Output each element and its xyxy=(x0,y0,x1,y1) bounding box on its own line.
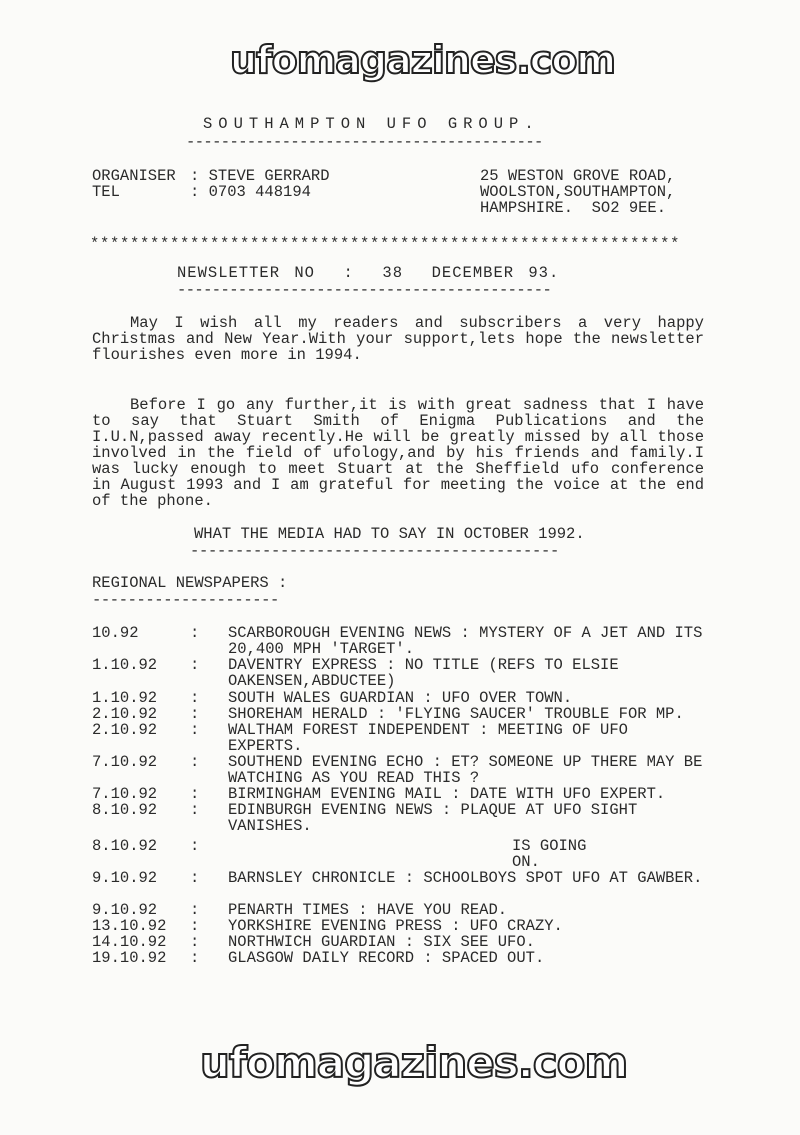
tel-label: TEL xyxy=(92,183,120,201)
entry-date: 7.10.92 xyxy=(92,785,158,803)
organiser-value: : STEVE GERRARD xyxy=(190,167,330,185)
entry-date: 13.10.92 xyxy=(92,917,167,935)
entry-date: 2.10.92 xyxy=(92,705,158,723)
entry-separator: : xyxy=(190,917,200,935)
entry-date: 8.10.92 xyxy=(92,801,158,819)
entry-date: 7.10.92 xyxy=(92,753,158,771)
entry-separator: : xyxy=(190,656,200,674)
entry-date: 19.10.92 xyxy=(92,949,167,967)
entry-separator: : xyxy=(190,689,200,707)
tel-value: : 0703 448194 xyxy=(190,183,311,201)
title-rule: ----------------------------------------- xyxy=(186,133,543,151)
entry-text: WALTHAM FOREST INDEPENDENT : MEETING OF UFO EXPERTS. xyxy=(228,721,628,755)
entry-separator: : xyxy=(190,753,200,771)
entry-text: BARNSLEY CHRONICLE : SCHOOLBOYS SPOT UFO AT GAWBER. xyxy=(228,869,703,887)
greeting-paragraph: May I wish all my readers and subscribers a very happy Christmas and New Year.With your support,lets hope the newsletter flourishes even more in 1994. xyxy=(92,314,704,364)
entry-separator: : xyxy=(190,949,200,967)
entry-separator: : xyxy=(190,785,200,803)
entry-date: 2.10.92 xyxy=(92,721,158,739)
entry-text: BIRMINGHAM EVENING MAIL : DATE WITH UFO EXPERT. xyxy=(228,785,666,803)
entry-separator: : xyxy=(190,801,200,819)
entry-date: 9.10.92 xyxy=(92,901,158,919)
entry-date: 9.10.92 xyxy=(92,869,158,887)
entry-text: GLASGOW DAILY RECORD : SPACED OUT. xyxy=(228,949,545,967)
entry-date: 14.10.92 xyxy=(92,933,167,951)
regional-heading: REGIONAL NEWSPAPERS : xyxy=(92,574,288,592)
star-rule: *********************************************************** xyxy=(90,235,681,253)
entry-text: NORTHWICH GUARDIAN : SIX SEE UFO. xyxy=(228,933,535,951)
group-title: SOUTHAMPTON UFO GROUP. xyxy=(203,115,540,133)
address-line-2: WOOLSTON,SOUTHAMPTON, xyxy=(480,183,676,201)
media-heading: WHAT THE MEDIA HAD TO SAY IN OCTOBER 1992. xyxy=(194,525,585,543)
address-line-3: HAMPSHIRE. SO2 9EE. xyxy=(480,199,667,217)
entry-separator: : xyxy=(190,933,200,951)
newsletter-rule: ------------------------------------------- xyxy=(177,281,552,299)
entry-separator: : xyxy=(190,869,200,887)
entry-separator: : xyxy=(190,624,200,642)
entry-text: PENARTH TIMES : HAVE YOU READ. xyxy=(228,901,508,919)
entry-date: 8.10.92 xyxy=(92,837,158,855)
entry-separator: : xyxy=(190,901,200,919)
entry-separator: : xyxy=(190,705,200,723)
watermark: ufomagazines.com xyxy=(230,38,616,82)
entry-text: YORKSHIRE EVENING PRESS : UFO CRAZY. xyxy=(228,917,563,935)
watermark-footer: ufomagazines.com xyxy=(200,1038,628,1087)
entry-separator: : xyxy=(190,721,200,739)
entry-date: 10.92 xyxy=(92,624,139,642)
entry-date: 1.10.92 xyxy=(92,689,158,707)
entry-separator: : xyxy=(190,837,200,855)
entry-text: SOUTHEND EVENING ECHO : ET? SOMEONE UP THERE MAY BE WATCHING AS YOU READ THIS ? xyxy=(228,753,703,787)
address-line-1: 25 WESTON GROVE ROAD, xyxy=(480,167,676,185)
entry-text: EDINBURGH EVENING NEWS : PLAQUE AT UFO SIGHT VANISHES. xyxy=(228,801,638,835)
entry-text: IS GOING ON. xyxy=(512,837,587,871)
media-rule: ----------------------------------------- xyxy=(190,542,560,560)
entry-text: DAVENTRY EXPRESS : NO TITLE (REFS TO ELSIE OAKENSEN,ABDUCTEE) xyxy=(228,656,619,690)
organiser-label: ORGANISER xyxy=(92,167,176,185)
entry-date: 1.10.92 xyxy=(92,656,158,674)
entry-text: SOUTH WALES GUARDIAN : UFO OVER TOWN. xyxy=(228,689,573,707)
regional-rule: --------------------- xyxy=(92,591,279,609)
obituary-paragraph: Before I go any further,it is with great sadness that I have to say that Stuart Smith of Enigma Publications and the I.U.N,passed away recently.He will be greatly missed by all those involved in the field of ufology,and by his friends and family.I was lucky enough to meet Stuart at the Sheffield ufo conference in August 1993 and I am grateful for meeting the voice at the end of the phone. xyxy=(92,396,704,510)
newsletter-number: NEWSLETTER NO : 38 DECEMBER 93. xyxy=(177,264,560,282)
entry-text: SHOREHAM HERALD : 'FLYING SAUCER' TROUBLE FOR MP. xyxy=(228,705,684,723)
entry-text: SCARBOROUGH EVENING NEWS : MYSTERY OF A JET AND ITS 20,400 MPH 'TARGET'. xyxy=(228,624,703,658)
